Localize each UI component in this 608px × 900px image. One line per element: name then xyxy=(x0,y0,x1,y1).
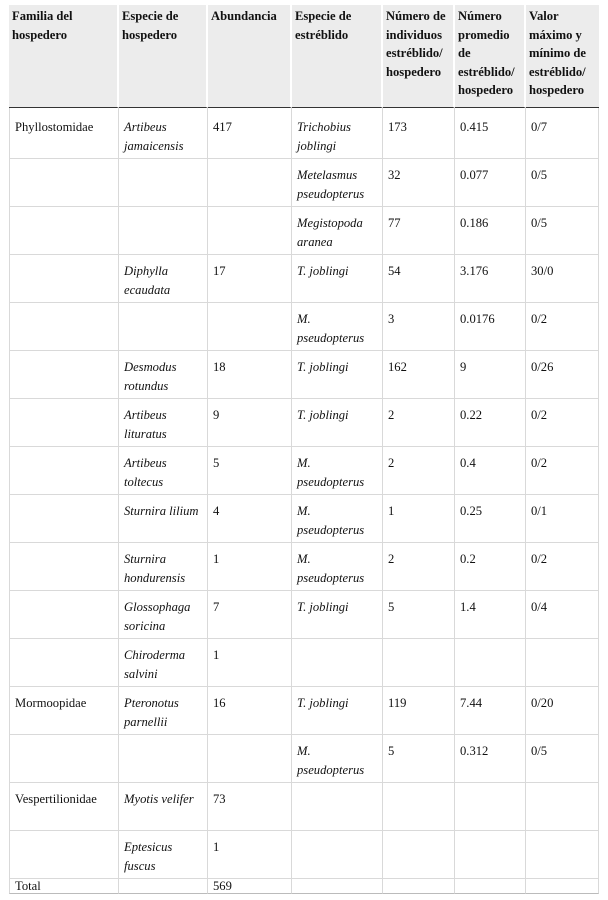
cell-familia: Phyllostomidae xyxy=(9,108,119,159)
cell-familia xyxy=(9,831,119,879)
cell-especie: Chiroderma salvini xyxy=(119,639,208,687)
cell-especie xyxy=(119,207,208,255)
table-body xyxy=(9,108,599,894)
cell-valor xyxy=(526,639,599,687)
cell-estreblido: T. joblingi xyxy=(292,687,383,735)
cell-especie: Eptesicus fuscus xyxy=(119,831,208,879)
cell-especie: Sturnira lilium xyxy=(119,495,208,543)
cell-especie: Artibeus toltecus xyxy=(119,447,208,495)
host-parasite-table xyxy=(9,5,599,894)
cell-individuos: 2 xyxy=(383,447,455,495)
cell-promedio: 0.415 xyxy=(455,108,526,159)
cell-promedio: 0.186 xyxy=(455,207,526,255)
cell-estreblido: M. pseudopterus xyxy=(292,303,383,351)
table-row xyxy=(9,399,599,447)
table-row xyxy=(9,831,599,879)
cell-estreblido xyxy=(292,879,383,894)
cell-abundancia: 7 xyxy=(208,591,292,639)
cell-individuos: 3 xyxy=(383,303,455,351)
cell-familia: Vespertilionidae xyxy=(9,783,119,831)
cell-valor xyxy=(526,831,599,879)
cell-abundancia: 18 xyxy=(208,351,292,399)
table-row xyxy=(9,207,599,255)
cell-familia xyxy=(9,303,119,351)
cell-individuos: 162 xyxy=(383,351,455,399)
table-row xyxy=(9,108,599,159)
cell-abundancia: 569 xyxy=(208,879,292,894)
cell-estreblido xyxy=(292,831,383,879)
cell-familia xyxy=(9,159,119,207)
cell-individuos: 54 xyxy=(383,255,455,303)
table-row xyxy=(9,639,599,687)
cell-valor: 0/4 xyxy=(526,591,599,639)
header-especie: Especie de hospedero xyxy=(119,5,208,108)
cell-valor: 0/5 xyxy=(526,207,599,255)
cell-abundancia xyxy=(208,303,292,351)
cell-especie xyxy=(119,159,208,207)
cell-especie: Artibeus lituratus xyxy=(119,399,208,447)
header-abundancia: Abundancia xyxy=(208,5,292,108)
cell-familia xyxy=(9,255,119,303)
cell-individuos: 5 xyxy=(383,735,455,783)
cell-promedio: 0.22 xyxy=(455,399,526,447)
cell-valor: 0/5 xyxy=(526,159,599,207)
cell-estreblido: T. joblingi xyxy=(292,255,383,303)
cell-individuos: 1 xyxy=(383,495,455,543)
header-promedio: Número promedio de estréblido/ hospedero xyxy=(455,5,526,108)
cell-valor xyxy=(526,783,599,831)
cell-promedio: 7.44 xyxy=(455,687,526,735)
cell-estreblido: M. pseudopterus xyxy=(292,495,383,543)
cell-abundancia: 17 xyxy=(208,255,292,303)
table-row xyxy=(9,735,599,783)
cell-especie: Diphylla ecaudata xyxy=(119,255,208,303)
cell-individuos: 173 xyxy=(383,108,455,159)
cell-estreblido xyxy=(292,783,383,831)
cell-individuos xyxy=(383,879,455,894)
header-familia: Familia del hospedero xyxy=(9,5,119,108)
cell-estreblido: M. pseudopterus xyxy=(292,447,383,495)
cell-especie xyxy=(119,879,208,894)
cell-valor: 0/2 xyxy=(526,447,599,495)
cell-estreblido: Metelasmus pseudopterus xyxy=(292,159,383,207)
cell-estreblido: M. pseudopterus xyxy=(292,543,383,591)
cell-abundancia: 1 xyxy=(208,543,292,591)
table-row xyxy=(9,255,599,303)
cell-especie xyxy=(119,303,208,351)
cell-familia xyxy=(9,351,119,399)
cell-estreblido: M. pseudopterus xyxy=(292,735,383,783)
cell-estreblido: T. joblingi xyxy=(292,351,383,399)
cell-abundancia xyxy=(208,735,292,783)
cell-abundancia: 1 xyxy=(208,639,292,687)
cell-estreblido xyxy=(292,639,383,687)
cell-estreblido: Megistopoda aranea xyxy=(292,207,383,255)
cell-valor: 0/7 xyxy=(526,108,599,159)
cell-familia: Mormoopidae xyxy=(9,687,119,735)
cell-promedio: 0.4 xyxy=(455,447,526,495)
cell-especie: Glossophaga soricina xyxy=(119,591,208,639)
cell-valor: 0/20 xyxy=(526,687,599,735)
table-header xyxy=(9,5,599,108)
header-valor: Valor máximo y mínimo de estréblido/ hospedero xyxy=(526,5,599,108)
table-row xyxy=(9,591,599,639)
cell-especie: Pteronotus parnellii xyxy=(119,687,208,735)
cell-abundancia: 73 xyxy=(208,783,292,831)
table-row xyxy=(9,495,599,543)
cell-promedio: 3.176 xyxy=(455,255,526,303)
cell-promedio: 0.077 xyxy=(455,159,526,207)
cell-individuos: 119 xyxy=(383,687,455,735)
cell-especie: Desmodus rotundus xyxy=(119,351,208,399)
table-row xyxy=(9,687,599,735)
cell-valor xyxy=(526,879,599,894)
cell-individuos xyxy=(383,783,455,831)
cell-promedio: 1.4 xyxy=(455,591,526,639)
cell-abundancia: 16 xyxy=(208,687,292,735)
cell-promedio: 0.0176 xyxy=(455,303,526,351)
table-row xyxy=(9,447,599,495)
cell-individuos: 77 xyxy=(383,207,455,255)
cell-valor: 30/0 xyxy=(526,255,599,303)
cell-abundancia xyxy=(208,159,292,207)
cell-abundancia: 4 xyxy=(208,495,292,543)
cell-familia xyxy=(9,207,119,255)
cell-familia xyxy=(9,735,119,783)
cell-familia xyxy=(9,591,119,639)
cell-valor: 0/26 xyxy=(526,351,599,399)
cell-valor: 0/2 xyxy=(526,399,599,447)
cell-especie: Artibeus jamaicensis xyxy=(119,108,208,159)
cell-abundancia: 1 xyxy=(208,831,292,879)
cell-familia: Total xyxy=(9,879,119,894)
cell-familia xyxy=(9,495,119,543)
cell-individuos: 2 xyxy=(383,399,455,447)
cell-estreblido: T. joblingi xyxy=(292,591,383,639)
cell-valor: 0/1 xyxy=(526,495,599,543)
cell-promedio: 0.2 xyxy=(455,543,526,591)
cell-valor: 0/2 xyxy=(526,303,599,351)
cell-estreblido: Trichobius joblingi xyxy=(292,108,383,159)
header-row xyxy=(9,5,599,108)
cell-individuos xyxy=(383,639,455,687)
table-row xyxy=(9,159,599,207)
table-row xyxy=(9,543,599,591)
cell-promedio: 9 xyxy=(455,351,526,399)
cell-promedio xyxy=(455,879,526,894)
cell-individuos xyxy=(383,831,455,879)
cell-individuos: 2 xyxy=(383,543,455,591)
cell-individuos: 5 xyxy=(383,591,455,639)
cell-abundancia: 9 xyxy=(208,399,292,447)
table-row xyxy=(9,351,599,399)
cell-individuos: 32 xyxy=(383,159,455,207)
cell-familia xyxy=(9,447,119,495)
header-estreblido: Especie de estréblido xyxy=(292,5,383,108)
cell-familia xyxy=(9,639,119,687)
cell-estreblido: T. joblingi xyxy=(292,399,383,447)
cell-promedio xyxy=(455,783,526,831)
cell-promedio: 0.312 xyxy=(455,735,526,783)
header-individuos: Número de individuos estréblido/ hospedero xyxy=(383,5,455,108)
cell-familia xyxy=(9,543,119,591)
cell-promedio xyxy=(455,831,526,879)
table-row xyxy=(9,783,599,831)
cell-valor: 0/5 xyxy=(526,735,599,783)
cell-abundancia: 5 xyxy=(208,447,292,495)
cell-promedio xyxy=(455,639,526,687)
cell-familia xyxy=(9,399,119,447)
cell-especie xyxy=(119,735,208,783)
table-row xyxy=(9,879,599,894)
cell-promedio: 0.25 xyxy=(455,495,526,543)
cell-especie: Myotis velifer xyxy=(119,783,208,831)
cell-abundancia: 417 xyxy=(208,108,292,159)
cell-valor: 0/2 xyxy=(526,543,599,591)
cell-abundancia xyxy=(208,207,292,255)
cell-especie: Sturnira hondurensis xyxy=(119,543,208,591)
table-row xyxy=(9,303,599,351)
